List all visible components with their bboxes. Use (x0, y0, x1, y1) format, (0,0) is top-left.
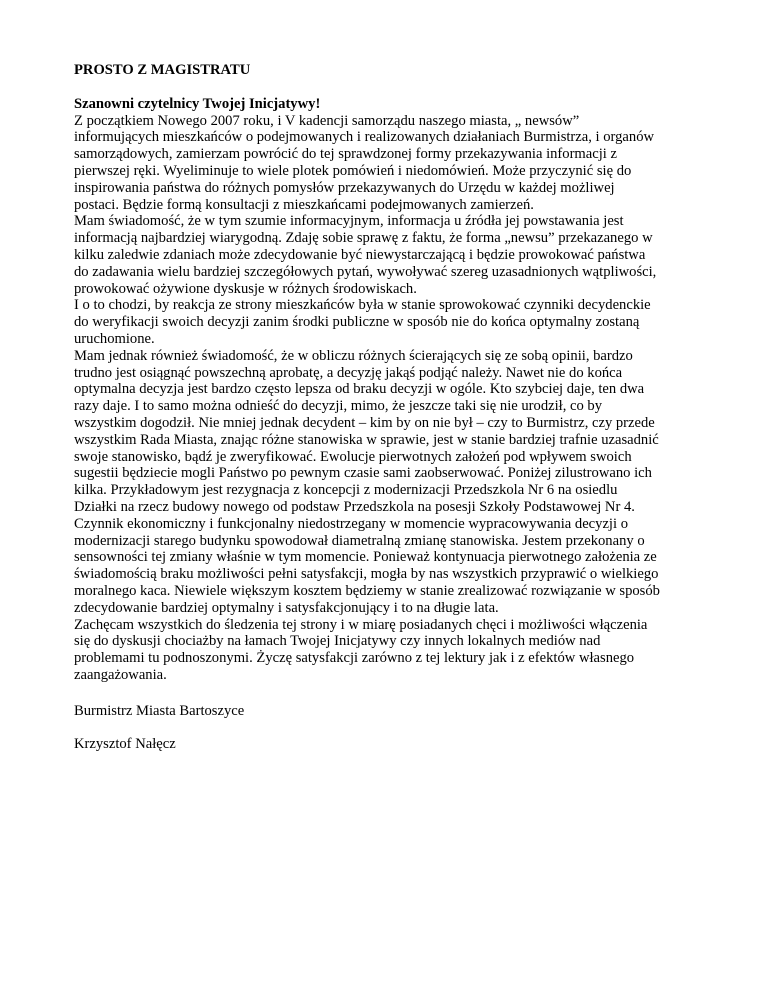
text-line: pierwszej ręki. Wyeliminuje to wiele plotek pomówień i niedomówień. Może przyczynić się do (74, 162, 632, 179)
text-line: Zachęcam wszystkich do śledzenia tej strony i w miarę posiadanych chęci i możliwości włączenia (74, 616, 648, 633)
text-line: wszystkim Rada Miasta, znając różne stanowiska w sprawie, jest w stanie bardziej trafnie uzasadnić (74, 431, 659, 448)
signature-role: Burmistrz Miasta Bartoszyce (74, 702, 245, 719)
text-line: postaci. Będzie formą konsultacji z mieszkańcami podejmowanych zamierzeń. (74, 196, 534, 213)
text-line: samorządowych, zamierzam powrócić do tej sprawdzonej formy przekazywania informacji z (74, 146, 617, 163)
text-line: swoje stanowisko, bądź je zweryfikować. Ewolucje pierwotnych założeń pod wpływem swoich (74, 448, 632, 465)
text-line: prowokować ożywione dyskusje w różnych środowiskach. (74, 280, 417, 297)
text-line: zdecydowanie bardziej optymalny i satysfakcjonujący i to na długie lata. (74, 599, 499, 616)
greeting: Szanowni czytelnicy Twojej Inicjatywy! (74, 95, 321, 112)
document-page (74, 62, 704, 753)
letter-paragraph (74, 617, 704, 684)
text-line: Z początkiem Nowego 2007 roku, i V kadencji samorządu naszego miasta, „ newsów” (74, 112, 580, 129)
text-line: informacją najbardziej wiarygodną. Zdaję sobie sprawę z faktu, że forma „newsu” przekazanego w (74, 230, 653, 247)
text-line: się do dyskusji chociażby na łamach Twojej Inicjatywy czy innych lokalnych mediów nad (74, 633, 601, 650)
letter-paragraph (74, 297, 704, 347)
text-line: uruchomione. (74, 330, 155, 347)
text-line: optymalna decyzja jest bardzo często lepsza od braku decyzji w ogóle. Kto szybciej daje, ten dwa (74, 381, 645, 398)
text-line: razy daje. I to samo można odnieść do decyzji, mimo, że jeszcze taki się nie urodził, co by (74, 398, 603, 415)
text-line: I o to chodzi, by reakcja ze strony mieszkańców była w stanie sprowokować czynniki decydenckie (74, 297, 651, 314)
text-line: informujących mieszkańców o podejmowanych i realizowanych działaniach Burmistrza, i organów (74, 129, 655, 146)
text-line: inspirowania państwa do różnych pomysłów przekazywanych do Urzędu w każdej możliwej (74, 179, 615, 196)
text-line: kilku zaledwie zdaniach może zdecydowanie być niewystarczającą i będzie prowokować państwa (74, 246, 646, 263)
text-line: świadomością braku możliwości pełni satysfakcji, mogła by nas wszystkich przyprawić o wielkiego (74, 566, 659, 583)
text-line: zaangażowania. (74, 666, 167, 683)
text-line: Czynnik ekonomiczny i funkcjonalny niedostrzegany w momencie wypracowywania decyzji o (74, 515, 628, 532)
text-line: kilka. Przykładowym jest rezygnacja z koncepcji z modernizacji Przedszkola Nr 6 na osiedlu (74, 482, 618, 499)
letter-paragraph (74, 113, 704, 214)
signature-name: Krzysztof Nałęcz (74, 736, 176, 753)
text-line: moralnego kaca. Niewiele większym kosztem będziemy w stanie zrealizować rozwiązanie w sposób (74, 582, 660, 599)
text-line: problemami tu podnoszonymi. Życzę satysfakcji zarówno z tej lektury jak i z efektów własnego (74, 650, 635, 667)
letter-paragraph (74, 213, 704, 297)
text-line: do weryfikacji swoich decyzji zanim środki publiczne w sposób nie do końca optymalny zostaną (74, 314, 640, 331)
text-line: Działki na rzecz budowy nowego od podstaw Przedszkola na posesji Szkoły Podstawowej Nr 4. (74, 498, 635, 515)
text-line: do zadawania wielu bardziej szczegółowych pytań, wywoływać szereg uzasadnionych wątpliwości, (74, 263, 657, 280)
text-line: Mam jednak również świadomość, że w obliczu różnych ścierających się ze sobą opinii, bardzo (74, 347, 633, 364)
text-line: trudno jest osiągnąć powszechną aprobatę, a decyzję jakąś podjąć należy. Nawet nie do końca (74, 364, 623, 381)
text-line: sensowności tej zmiany właśnie w tym momencie. Ponieważ kontynuacja pierwotnego założenia ze (74, 549, 657, 566)
document-heading: PROSTO Z MAGISTRATU (74, 62, 251, 78)
text-line: modernizacji starego budynku spowodował diametralną zmianę stanowiska. Jestem przekonany o (74, 532, 645, 549)
text-line: sugestii będziecie mogli Państwo po pewnym czasie sami zaobserwować. Poniżej zilustrowano ich (74, 465, 652, 482)
letter-body (74, 113, 704, 684)
letter-paragraph (74, 348, 704, 617)
text-line: Mam świadomość, że w tym szumie informacyjnym, informacja u źródła jej powstawania jest (74, 213, 624, 230)
text-line: wszystkim dogodził. Nie mniej jednak decydent – kim by on nie był – czy to Burmistrz, czy przede (74, 414, 655, 431)
